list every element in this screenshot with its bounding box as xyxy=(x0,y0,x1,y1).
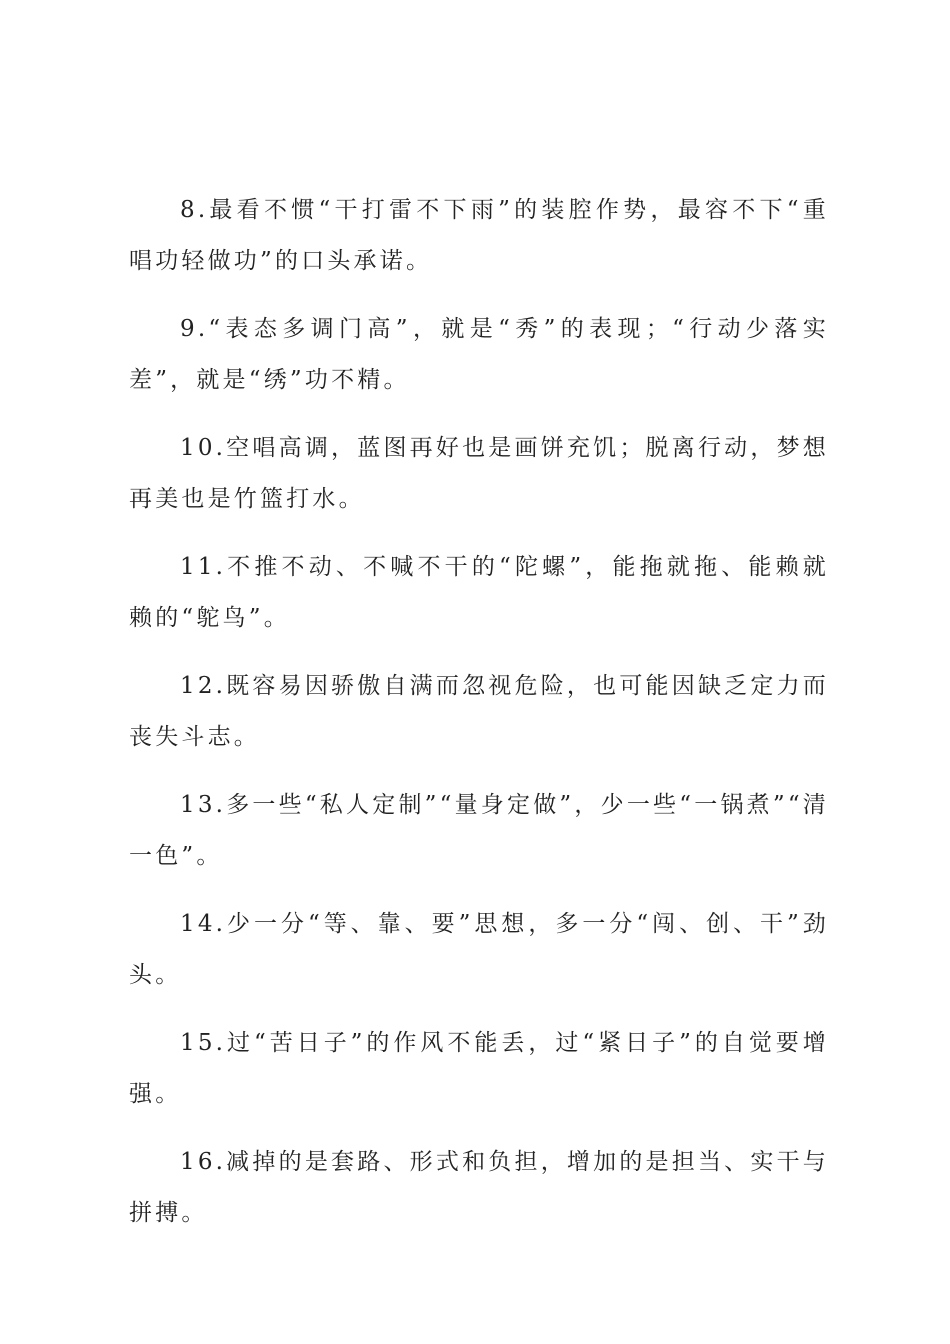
paragraph-15: 15.过“苦日子”的作风不能丢，过“紧日子”的自觉要增强。 xyxy=(129,1030,829,1107)
paragraph-9: 9.“表态多调门高”，就是“秀”的表现；“行动少落实差”，就是“绣”功不精。 xyxy=(129,316,829,393)
paragraph-11: 11.不推不动、不喊不干的“陀螺”，能拖就拖、能赖就赖的“鸵鸟”。 xyxy=(129,554,829,631)
document-body xyxy=(129,185,829,1256)
paragraph-10: 10.空唱高调，蓝图再好也是画饼充饥；脱离行动，梦想再美也是竹篮打水。 xyxy=(129,435,829,512)
paragraph-16: 16.减掉的是套路、形式和负担，增加的是担当、实干与拼搏。 xyxy=(129,1149,829,1226)
paragraph-14: 14.少一分“等、靠、要”思想，多一分“闯、创、干”劲头。 xyxy=(129,911,829,988)
paragraph-12: 12.既容易因骄傲自满而忽视危险，也可能因缺乏定力而丧失斗志。 xyxy=(129,673,829,750)
paragraph-8: 8.最看不惯“干打雷不下雨”的装腔作势，最容不下“重唱功轻做功”的口头承诺。 xyxy=(129,197,829,274)
paragraph-13: 13.多一些“私人定制”“量身定做”，少一些“一锅煮”“清一色”。 xyxy=(129,792,829,869)
